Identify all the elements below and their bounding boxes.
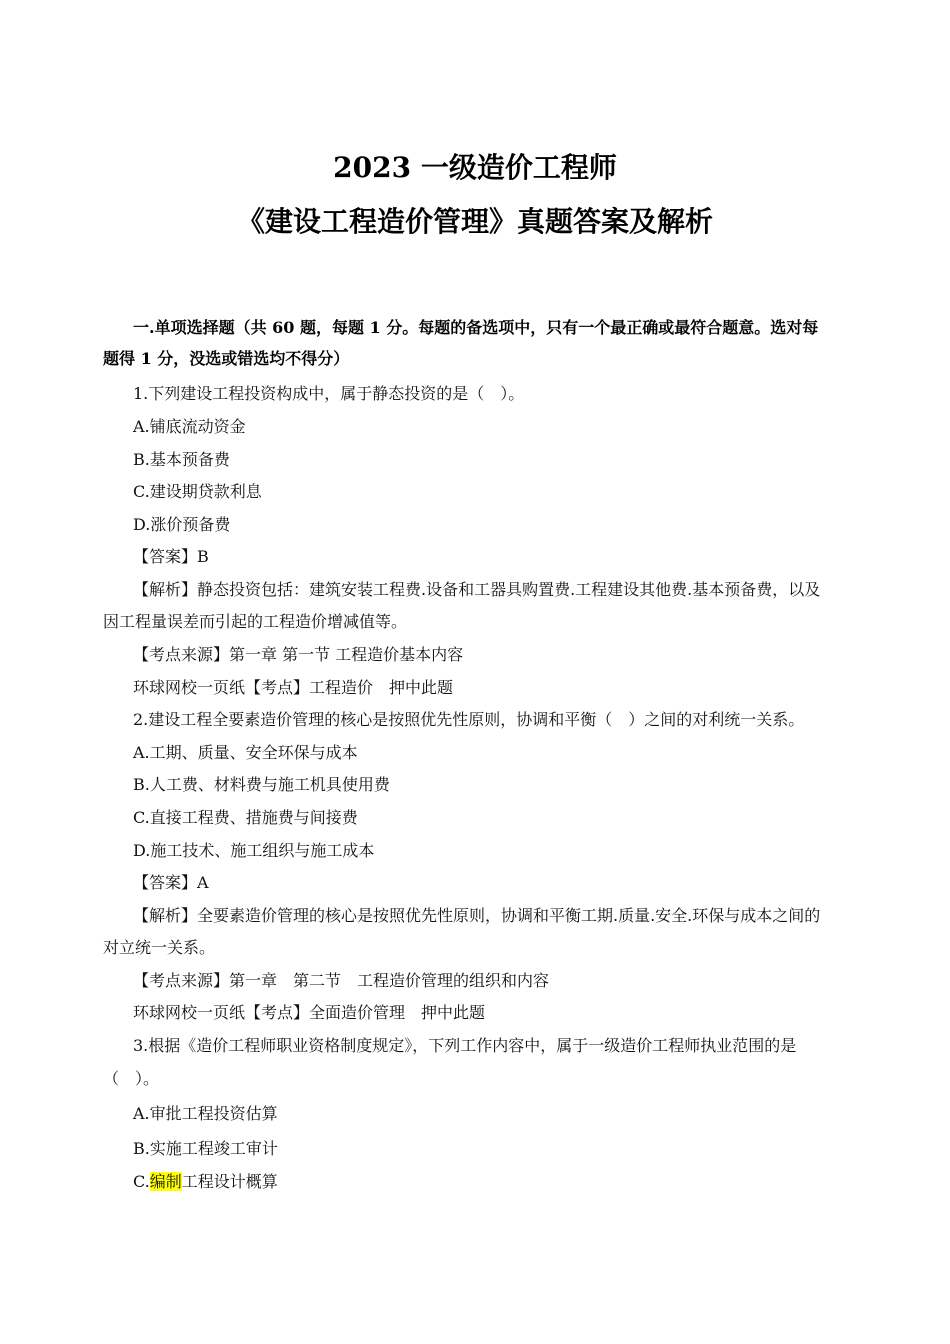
q2-option-d: D.施工技术、施工组织与施工成本 (133, 841, 375, 860)
q2-option-a: A.工期、质量、安全环保与成本 (133, 743, 358, 762)
q1-analysis-line1: 【解析】静态投资包括：建筑安装工程费.设备和工器具购置费.工程建设其他费.基本预备费，以及 (133, 580, 821, 599)
q3-option-a: A.审批工程投资估算 (133, 1104, 278, 1123)
q1-answer: 【答案】B (133, 547, 209, 566)
q1-source: 【考点来源】第一章 第一节 工程造价基本内容 (133, 645, 464, 664)
q3-option-c (133, 1172, 278, 1192)
q1-stem: 1.下列建设工程投资构成中，属于静态投资的是（ ）。 (133, 384, 525, 403)
q2-stem: 2.建设工程全要素造价管理的核心是按照优先性原则，协调和平衡（ ）之间的对利统一关系。 (133, 710, 805, 729)
q2-answer: 【答案】A (133, 873, 209, 892)
q3-option-c-rest: 工程设计概算 (181, 1172, 278, 1191)
q1-option-d: D.涨价预备费 (133, 515, 231, 534)
doc-title-line1: 2023 一级造价工程师 (333, 151, 617, 184)
q1-note: 环球网校一页纸【考点】工程造价 押中此题 (133, 678, 454, 697)
q3-stem-line1: 3.根据《造价工程师职业资格制度规定》，下列工作内容中，属于一级造价工程师执业范围的是 (133, 1036, 797, 1055)
q2-analysis-line2: 对立统一关系。 (103, 938, 216, 957)
q2-option-c: C.直接工程费、措施费与间接费 (133, 808, 358, 827)
section-heading-line2: 题得 1 分，没选或错选均不得分） (103, 349, 350, 368)
q2-analysis-line1: 【解析】全要素造价管理的核心是按照优先性原则，协调和平衡工期.质量.安全.环保与成本之间的 (133, 906, 821, 925)
q2-note: 环球网校一页纸【考点】全面造价管理 押中此题 (133, 1003, 486, 1022)
section-heading-line1: 一.单项选择题（共 60 题，每题 1 分。每题的备选项中，只有一个最正确或最符合题意。选对每 (133, 318, 819, 337)
q1-option-b: B.基本预备费 (133, 450, 230, 469)
doc-title-line2: 《建设工程造价管理》真题答案及解析 (236, 205, 713, 238)
q3-option-c-prefix: C. (133, 1172, 150, 1191)
q3-stem-line2: （ ）。 (103, 1069, 160, 1088)
q1-option-a: A.铺底流动资金 (133, 417, 246, 436)
q1-analysis-line2: 因工程量误差而引起的工程造价增减值等。 (103, 612, 408, 631)
q2-option-b: B.人工费、材料费与施工机具使用费 (133, 775, 390, 794)
q3-option-c-highlight: 编制 (149, 1172, 182, 1191)
q3-option-b: B.实施工程竣工审计 (133, 1139, 278, 1158)
q2-source: 【考点来源】第一章 第二节 工程造价管理的组织和内容 (133, 971, 550, 990)
q1-option-c: C.建设期贷款利息 (133, 482, 262, 501)
